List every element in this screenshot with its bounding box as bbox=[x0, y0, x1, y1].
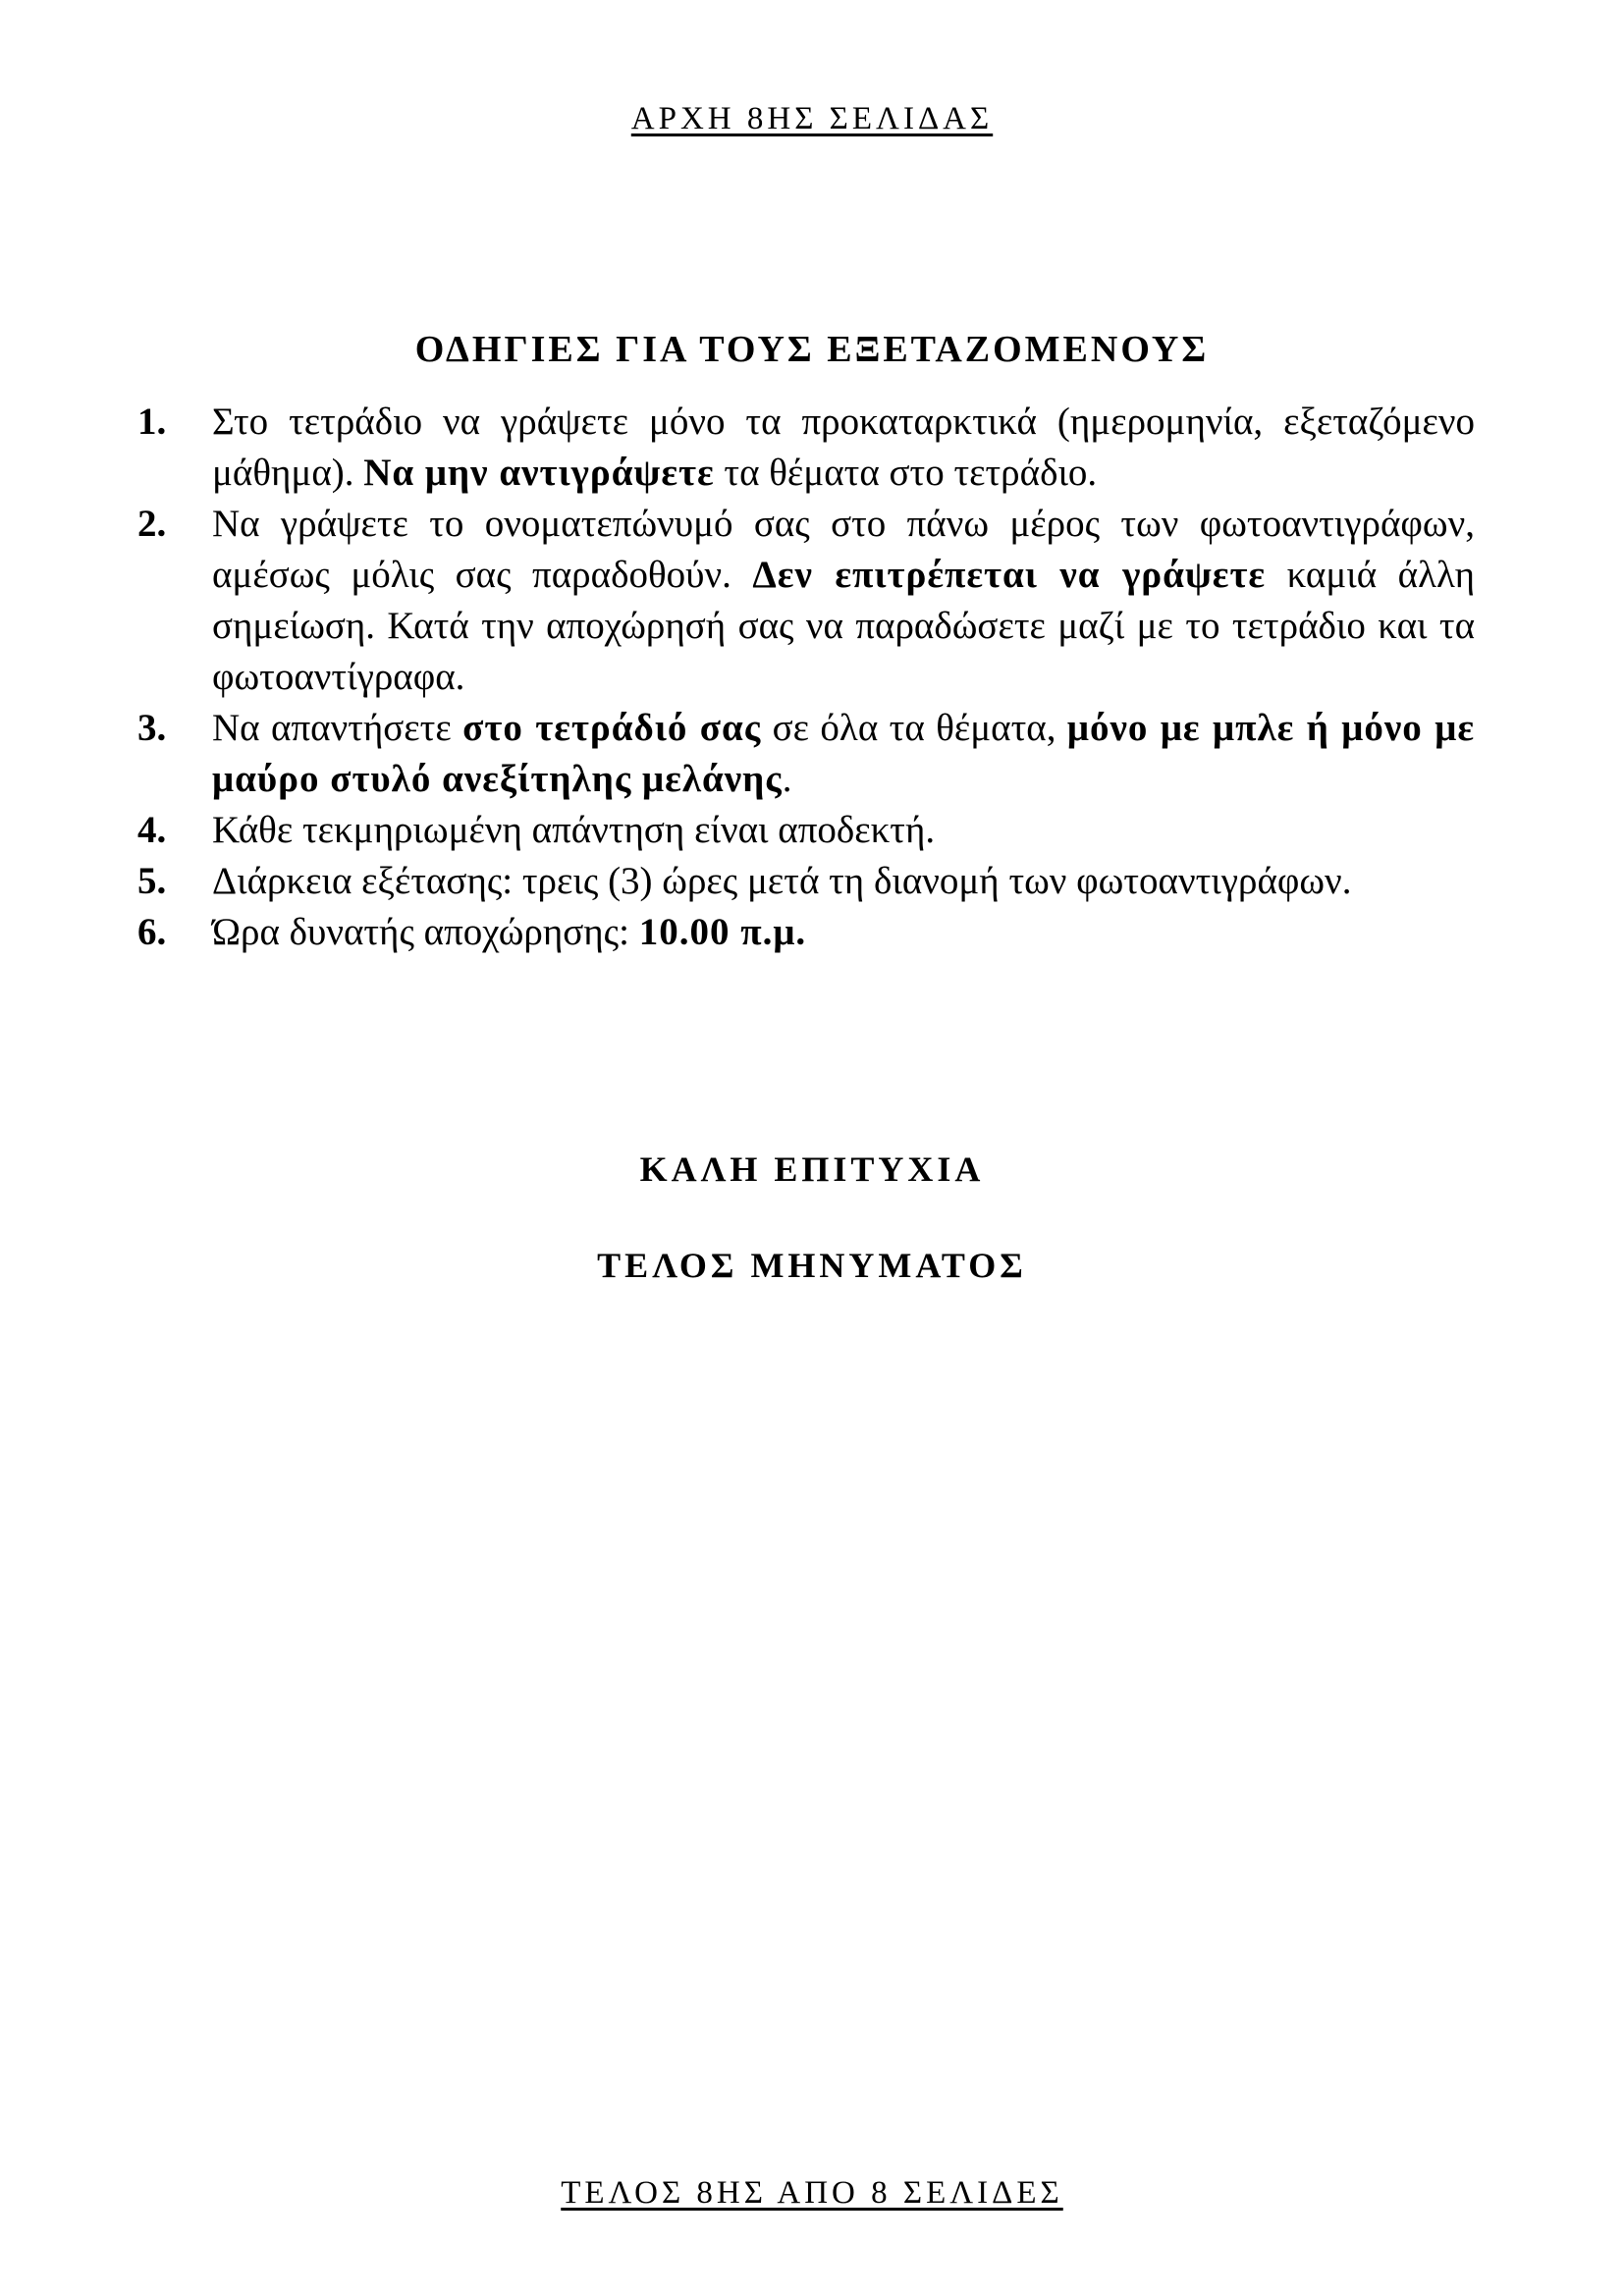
instruction-text bbox=[212, 805, 1475, 856]
instruction-text-segment: Κάθε τεκμηριωμένη απάντηση είναι αποδεκτή. bbox=[212, 809, 936, 851]
page-header: ΑΡΧΗ 8ΗΣ ΣΕΛΙΔΑΣ bbox=[630, 101, 994, 136]
instruction-emphasis: μόνο με μπλε ή μόνο με μαύρο στυλό ανεξίτηλης μελάνης bbox=[212, 707, 1475, 800]
instruction-number: 4. bbox=[137, 809, 167, 851]
instruction-text bbox=[212, 397, 1475, 499]
instruction-number: 3. bbox=[137, 707, 167, 749]
instruction-item-2 bbox=[137, 499, 1475, 703]
instruction-emphasis: Δεν επιτρέπεται να γράψετε bbox=[752, 554, 1267, 596]
instruction-item-3 bbox=[137, 703, 1475, 805]
instruction-text-segment: τα θέματα στο τετράδιο. bbox=[714, 452, 1098, 494]
end-of-message: ΤΕΛΟΣ ΜΗΝΥΜΑΤΟΣ bbox=[597, 1246, 1027, 1285]
instruction-item-1 bbox=[137, 397, 1475, 499]
instruction-number: 6. bbox=[137, 911, 167, 953]
instruction-emphasis: Να μην αντιγράψετε bbox=[363, 452, 715, 494]
instruction-emphasis: 10.00 π.μ. bbox=[638, 911, 807, 953]
instruction-number: 1. bbox=[137, 400, 167, 443]
instruction-number: 2. bbox=[137, 503, 167, 545]
page-footer: ΤΕΛΟΣ 8ΗΣ ΑΠΟ 8 ΣΕΛΙΔΕΣ bbox=[561, 2175, 1063, 2211]
instruction-text bbox=[212, 703, 1475, 805]
instruction-item-4 bbox=[137, 805, 1475, 856]
instruction-text-segment: . bbox=[782, 758, 792, 800]
instructions-title: ΟΔΗΓΙΕΣ ΓΙΑ ΤΟΥΣ ΕΞΕΤΑΖΟΜΕΝΟΥΣ bbox=[414, 329, 1210, 370]
instruction-text bbox=[212, 499, 1475, 703]
instruction-item-6 bbox=[137, 907, 1475, 958]
instruction-text-segment: Διάρκεια εξέτασης: τρεις (3) ώρες μετά τη διανομή των φωτοαντιγράφων. bbox=[212, 860, 1352, 902]
instruction-text-segment: καμιά άλλη σημείωση. Κατά την αποχώρησή σας να παραδώσετε μαζί με το τετράδιο και τα φωτοαντίγραφα. bbox=[212, 554, 1475, 698]
instruction-text-segment: Ώρα δυνατής αποχώρησης: bbox=[212, 911, 639, 953]
instruction-emphasis: στο τετράδιό σας bbox=[462, 707, 762, 749]
good-luck-message: ΚΑΛΗ ΕΠΙΤΥΧΙΑ bbox=[639, 1149, 985, 1189]
instruction-text-segment: Να γράψετε το ονοματεπώνυμό σας στο πάνω μέρος των φωτοαντιγράφων, αμέσως μόλις σας παραδοθούν. bbox=[212, 503, 1475, 596]
instruction-text-segment: σε όλα τα θέματα, bbox=[761, 707, 1067, 749]
instruction-text-segment: Στο τετράδιο να γράψετε μόνο τα προκαταρκτικά (ημερομηνία, εξεταζόμενο μάθημα). bbox=[212, 400, 1475, 494]
instruction-text-segment: Να απαντήσετε bbox=[212, 707, 463, 749]
instruction-text bbox=[212, 856, 1475, 907]
instruction-item-5 bbox=[137, 856, 1475, 907]
instructions-list bbox=[137, 397, 1475, 958]
instruction-text bbox=[212, 907, 1475, 958]
instruction-number: 5. bbox=[137, 860, 167, 902]
